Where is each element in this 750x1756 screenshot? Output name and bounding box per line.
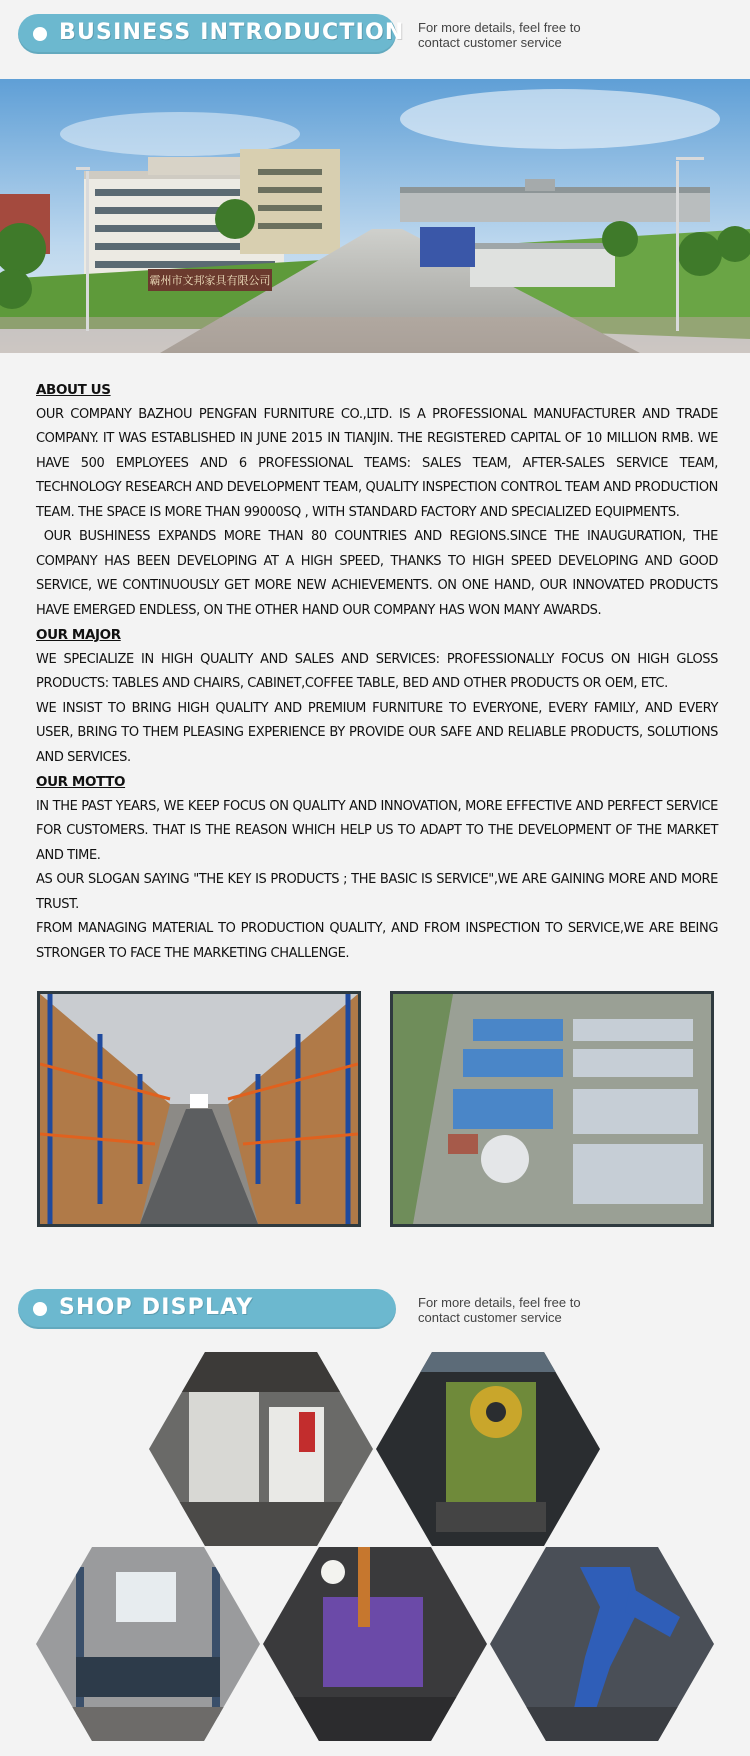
- motto-paragraph-2: AS OUR SLOGAN SAYING "THE KEY IS PRODUCTS ; THE BASIC IS SERVICE",WE ARE GAINING MORE AND MORE TRUST.: [36, 872, 718, 912]
- workshop-hex-photo-5: [490, 1547, 714, 1741]
- bullet-dot-icon: [33, 1302, 47, 1316]
- about-paragraph-1: OUR COMPANY BAZHOU PENGFAN FURNITURE CO.,LTD. IS A PROFESSIONAL MANUFACTURER AND TRADE COMPANY. IT WAS ESTABLISHED IN JUNE 2015 IN TIANJIN. THE REGISTERED CAPITAL OF 10 MILLION RMB. WE HAVE 500 EMPLOYEES AND 6 PROFESSIONAL TEAMS: SALES TEAM, AFTER-SALES SERVICE TEAM, TECHNOLOGY RESEARCH AND DEVELOPMENT TEAM, QUALITY INSPECTION CONTROL TEAM AND PRODUCTION TEAM. THE SPACE IS MORE THAN 99000SQ , WITH STANDARD FACTORY AND SPECIALIZED EQUIPMENTS.: [36, 406, 718, 520]
- workshop-hex-photo-3: [36, 1547, 260, 1741]
- business-intro-title: BUSINESS INTRODUCTION: [59, 20, 405, 45]
- motto-paragraph-3: FROM MANAGING MATERIAL TO PRODUCTION QUALITY, AND FROM INSPECTION TO SERVICE,WE ARE BEING STRONGER TO FACE THE MARKETING CHALLENGE.: [36, 921, 718, 961]
- workshop-hex-photo-4: [263, 1547, 487, 1741]
- note-line-1: For more details, feel free to: [418, 1295, 581, 1310]
- warehouse-photo: [37, 991, 361, 1227]
- major-paragraph-2: WE INSIST TO BRING HIGH QUALITY AND PREMIUM FURNITURE TO EVERYONE, EVERY FAMILY, AND EVERY USER, BRING TO THEM PLEASING EXPERIENCE BY PROVIDE OUR SAFE AND RELIABLE PRODUCTS, SOLUTIONS AND SERVICES.: [36, 700, 718, 765]
- shop-display-title: SHOP DISPLAY: [59, 1295, 254, 1320]
- company-sign-text: 霸州市文邦家具有限公司: [149, 274, 271, 287]
- note-line-2: contact customer service: [418, 35, 562, 50]
- note-line-2: contact customer service: [418, 1310, 562, 1325]
- motto-paragraph-1: IN THE PAST YEARS, WE KEEP FOCUS ON QUALITY AND INNOVATION, MORE EFFECTIVE AND PERFECT SERVICE FOR CUSTOMERS. THAT IS THE REASON WHICH HELP US TO ADAPT TO THE DEVELOPMENT OF THE MARKET AND TIME.: [36, 798, 718, 863]
- workshop-hex-photo-1: [149, 1352, 373, 1546]
- major-heading: OUR MAJOR: [36, 627, 121, 643]
- about-paragraph-2: OUR BUSHINESS EXPANDS MORE THAN 80 COUNTRIES AND REGIONS.SINCE THE INAUGURATION, THE COMPANY HAS BEEN DEVELOPING AT A HIGH SPEED, THANKS TO HIGH SPEED DEVELOPING AND GOOD SERVICE, WE CONTINUOUSLY GET MORE NEW ACHIEVEMENTS. ON ONE HAND, OUR INNOVATED PRODUCTS HAVE EMERGED ENDLESS, ON THE OTHER HAND OUR COMPANY HAS WON MANY AWARDS.: [36, 529, 722, 618]
- factory-hero-image: [0, 79, 750, 353]
- business-intro-header: [18, 14, 405, 54]
- workshop-hex-photo-2: [376, 1352, 600, 1546]
- note-line-1: For more details, feel free to: [418, 20, 581, 35]
- about-heading: ABOUT US: [36, 382, 111, 398]
- shop-display-note: [418, 1295, 618, 1325]
- shop-display-header: [18, 1289, 396, 1329]
- aerial-factory-photo: [390, 991, 714, 1227]
- business-intro-note: [418, 20, 618, 50]
- major-paragraph-1: WE SPECIALIZE IN HIGH QUALITY AND SALES AND SERVICES: PROFESSIONALLY FOCUS ON HIGH GLOSS PRODUCTS: TABLES AND CHAIRS, CABINET,COFFEE TABLE, BED AND OTHER PRODUCTS OR OEM, ETC.: [36, 651, 718, 691]
- motto-heading: OUR MOTTO: [36, 774, 126, 790]
- bullet-dot-icon: [33, 27, 47, 41]
- company-introduction: [36, 378, 722, 966]
